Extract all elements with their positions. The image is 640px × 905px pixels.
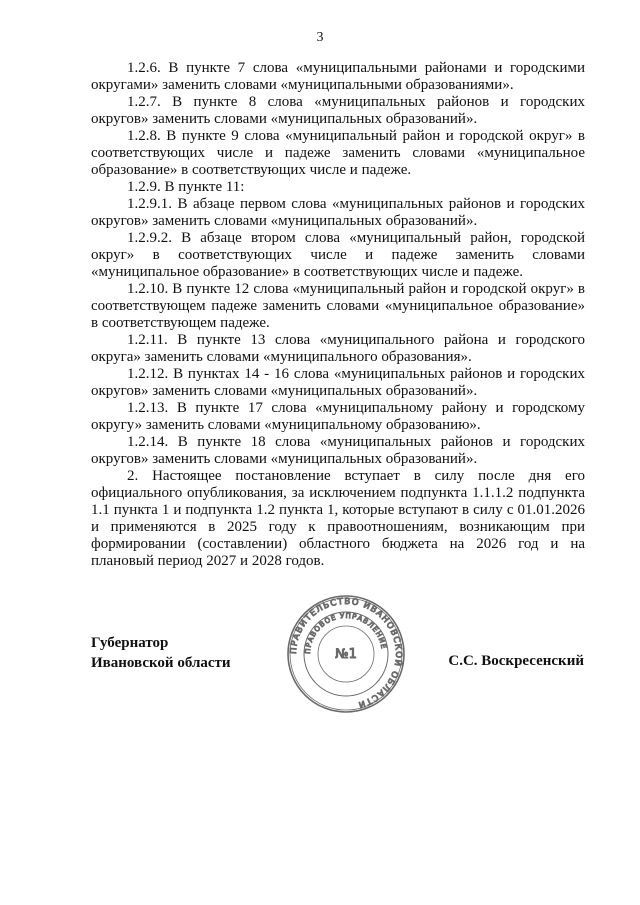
page-number: 3 (316, 30, 324, 45)
paragraph-1-2-12: 1.2.12. В пунктах 14 - 16 слова «муниципальных районов и городских округов» заменить словами «муниципальных образований». (91, 366, 585, 399)
paragraph-1-2-8: 1.2.8. В пункте 9 слова «муниципальный район и городской округ» в соответствующих числе и падеже заменить словами «муниципальное образование» в соответствующих числе и падеже. (91, 128, 585, 178)
official-seal (286, 594, 406, 714)
signature-name: С.С. Воскресенский (448, 653, 584, 669)
signature-title (91, 633, 231, 673)
paragraph-1-2-11: 1.2.11. В пункте 13 слова «муниципального района и городского округа» заменить словами «муниципального образования». (91, 332, 585, 365)
signature-title-line2: Ивановской области (91, 655, 231, 671)
seal-stamp-icon (286, 594, 406, 714)
signature-title-line1: Губернатор (91, 635, 169, 651)
paragraph-1-2-9-2: 1.2.9.2. В абзаце втором слова «муниципальный район, городской округ» в соответствующих числе и падеже заменить словами «муниципальное образование» в соответствующих числе и падеже. (91, 230, 585, 280)
paragraph-1-2-7: 1.2.7. В пункте 8 слова «муниципальных районов и городских округов» заменить словами «муниципальных образований». (91, 94, 585, 127)
paragraph-1-2-6: 1.2.6. В пункте 7 слова «муниципальными районами и городскими округами» заменить словами «муниципальными образованиями». (91, 60, 585, 93)
paragraph-1-2-9: 1.2.9. В пункте 11: (127, 179, 245, 195)
seal-inner-text: ПРАВОВОЕ УПРАВЛЕНИЕ (303, 611, 388, 655)
paragraph-1-2-9-1: 1.2.9.1. В абзаце первом слова «муниципальных районов и городских округов» заменить словами «муниципальных образований». (91, 196, 585, 229)
seal-number: №1 (335, 647, 357, 662)
paragraph-2: 2. Настоящее постановление вступает в силу после дня его официального опубликования, за исключением подпункта 1.1.1.2 подпункта 1.1 пункта 1 и подпункта 1.2 пункта 1, которые вступают в силу с 01.01.2026 и применяются в 2025 году к правоотношениям, возникающим при формировании (составлении) областного бюджета на 2026 год и на плановый период 2027 и 2028 годов. (91, 468, 585, 569)
paragraph-1-2-13: 1.2.13. В пункте 17 слова «муниципальному району и городскому округу» заменить словами «муниципальному образованию». (91, 400, 585, 433)
paragraph-1-2-10: 1.2.10. В пункте 12 слова «муниципальный район и городской округ» в соответствующем падеже заменить словами «муниципальное образование» в соответствующем падеже. (91, 281, 585, 331)
seal-outer-text: ПРАВИТЕЛЬСТВО ИВАНОВСКОЙ ОБЛАСТИ (288, 596, 404, 710)
paragraph-1-2-14: 1.2.14. В пункте 18 слова «муниципальных районов и городских округов» заменить словами «муниципальных образований». (91, 434, 585, 467)
body-text (91, 60, 585, 570)
